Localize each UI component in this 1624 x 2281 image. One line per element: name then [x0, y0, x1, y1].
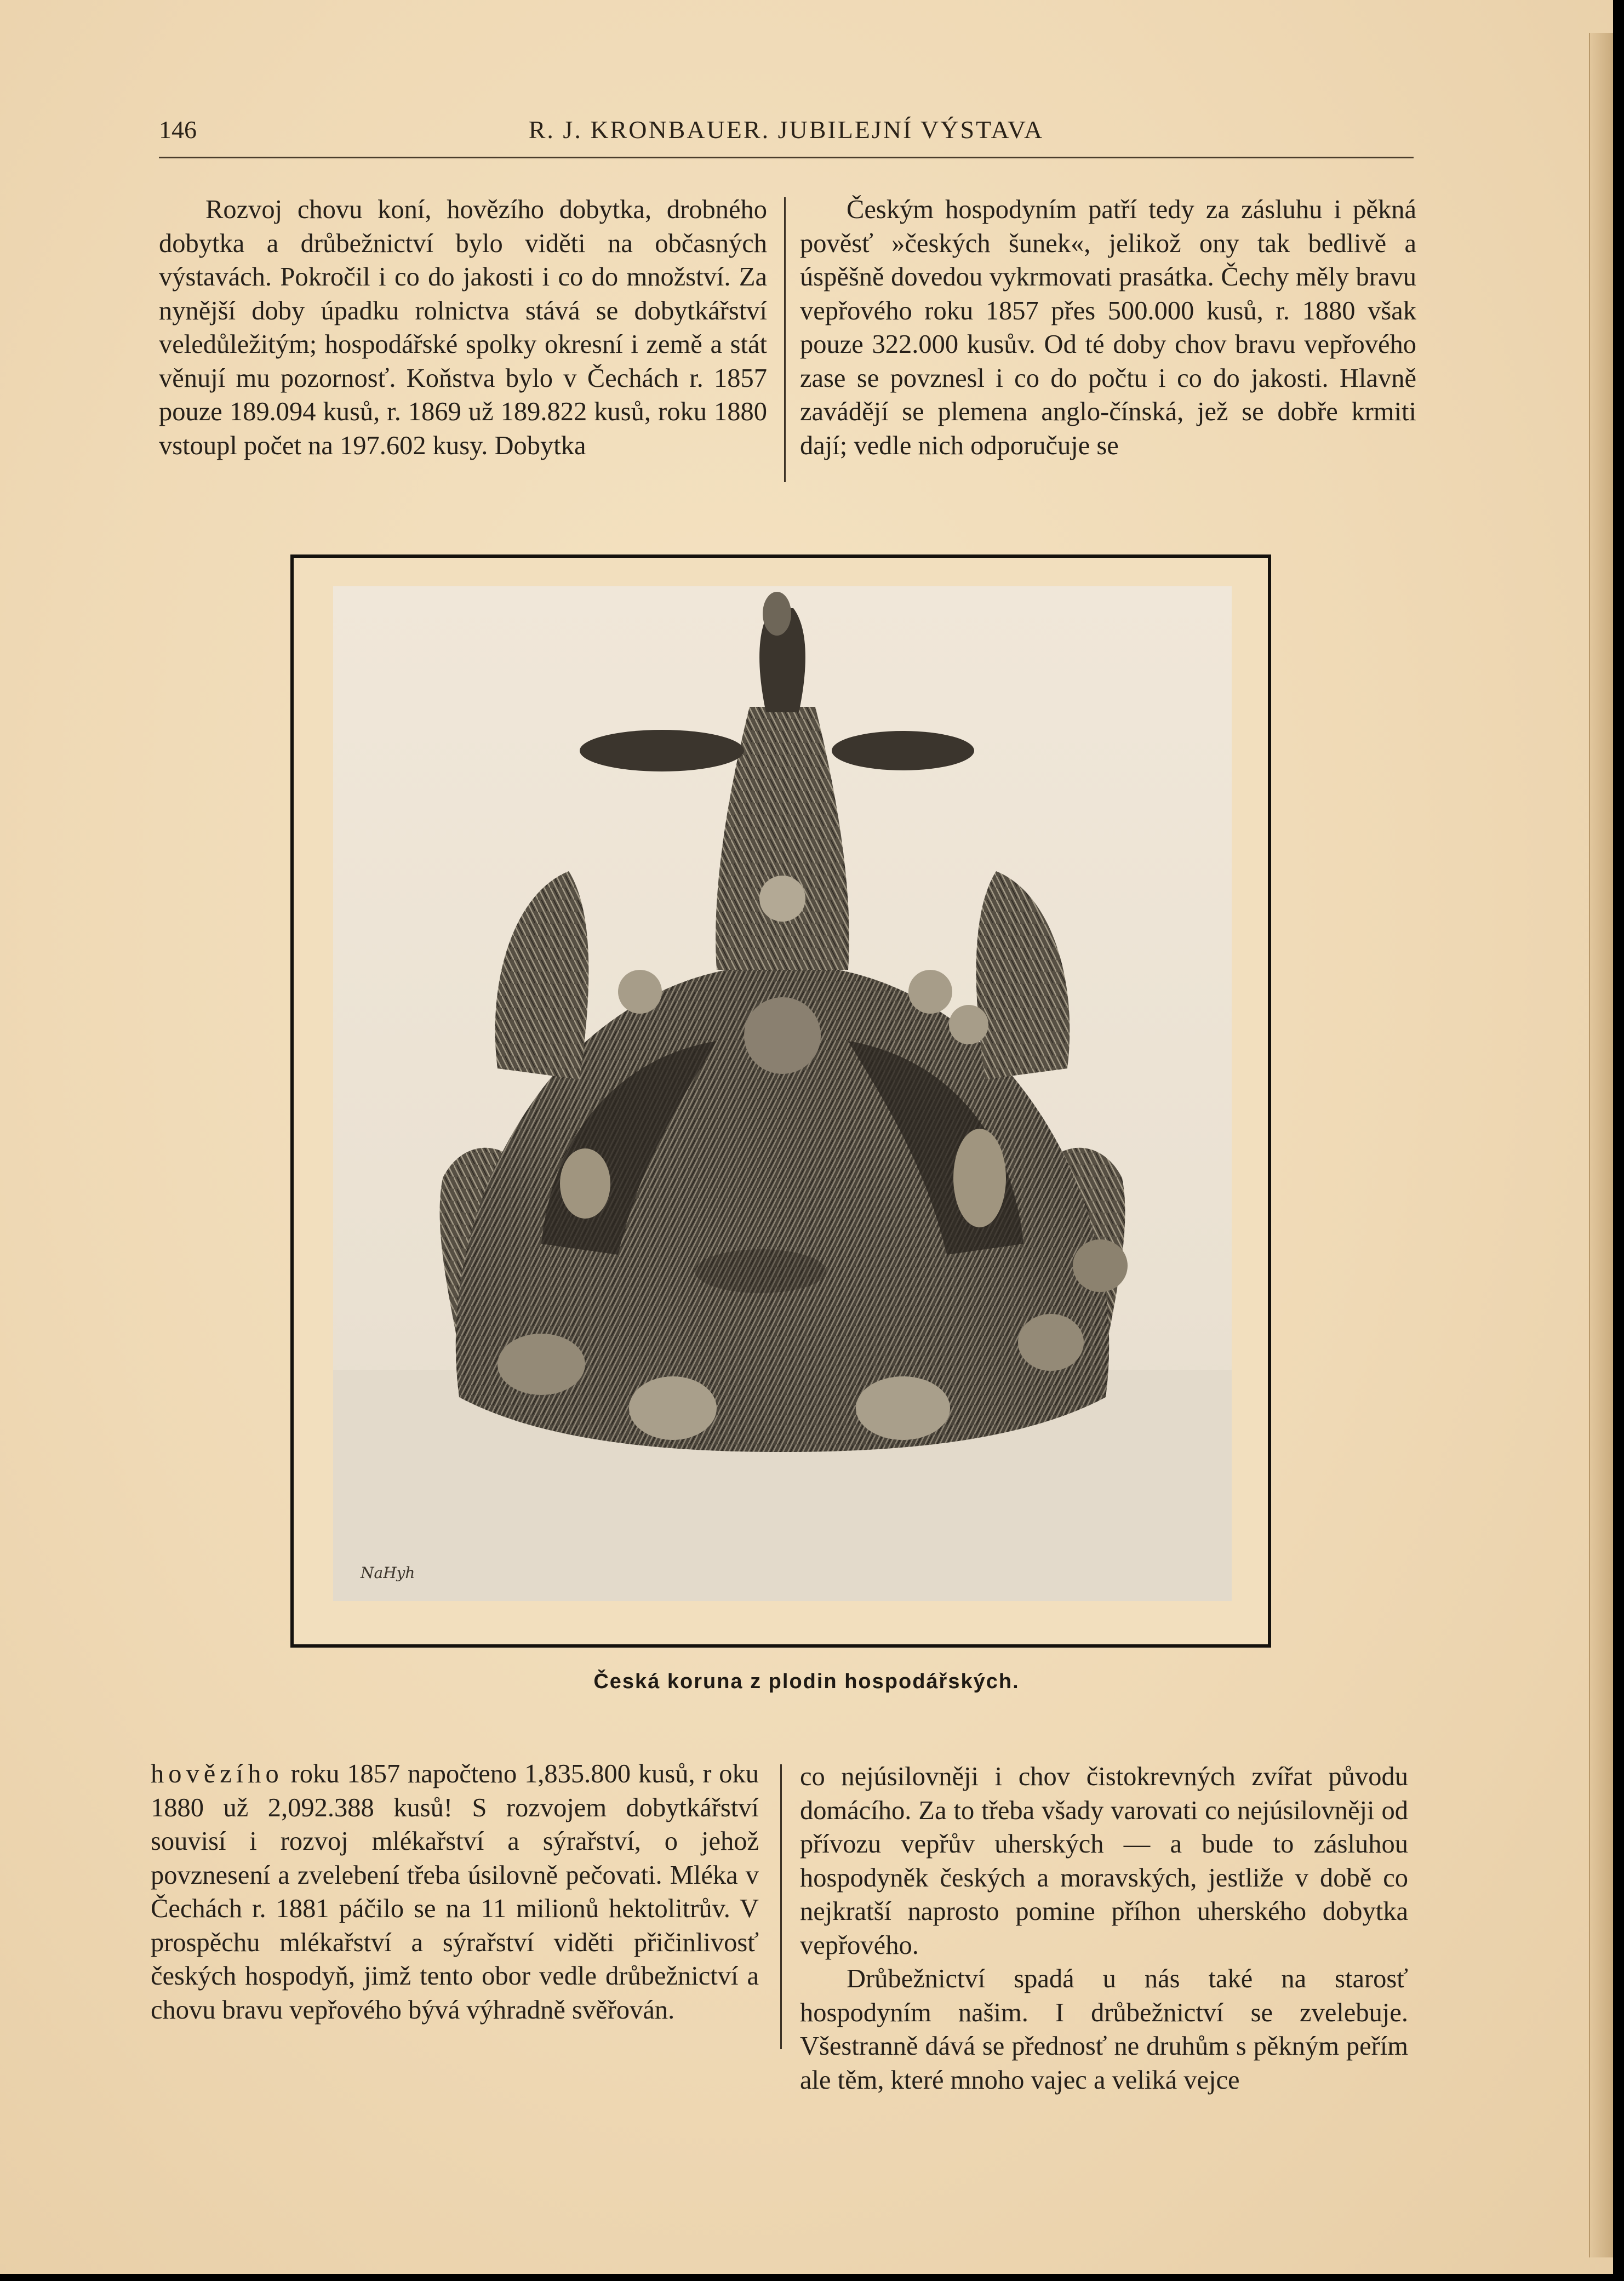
crown-top-fruit	[759, 876, 805, 922]
column-divider	[780, 1764, 782, 2049]
page-number: 146	[159, 116, 197, 144]
cross-right-arm	[832, 731, 974, 770]
crown-photo	[333, 586, 1232, 1601]
left-gourd	[560, 1148, 610, 1219]
column-divider	[784, 197, 786, 482]
cross-left-arm	[580, 730, 744, 771]
fruit	[949, 1005, 988, 1044]
crown-of-crops-illustration	[333, 586, 1232, 1601]
crown-center-fruit	[744, 997, 821, 1074]
paragraph: Drůbežnictví spadá u nás také na starosť hospodyním našim. I drůbežnictví se zvelebuje. Všestranně dává se přednosť ne druhům s pěkným peřím ale těm, které mnoho vajec a veliká vejce	[800, 1964, 1408, 2095]
running-title: R. J. KRONBAUER. JUBILEJNÍ VÝSTAVA	[528, 116, 1044, 144]
page-edge	[1589, 33, 1613, 2257]
paragraph: Rozvoj chovu koní, hovězího dobytka, drobného dobytka a drůbežnictví bylo viděti na občasných výstavách. Pokročil i co do jakosti i co do množství. Za nynější doby úpadku rolnictva stává se dobytkářství veledůležitým; hospodářské spolky okresní i země a stát věnují mu pozornosť. Koňstva bylo v Čechách r. 1857 pouze 189.094 kusů, r. 1869 už 189.822 kusů, roku 1880 vstoupl počet na 197.602 kusy. Dobytka	[159, 195, 767, 460]
header-rule	[159, 157, 1414, 158]
cross-finial	[763, 592, 791, 636]
paragraph	[151, 1757, 759, 2027]
crown-shadow	[695, 1249, 826, 1293]
bottom-left-column	[151, 1757, 759, 2027]
fruit	[618, 970, 662, 1014]
top-left-column	[159, 193, 767, 462]
left-sheaf	[495, 871, 589, 1079]
paragraph: co nejúsilovněji i chov čistokrevných zvířat původu domácího. Za to třeba všady varovati co nejúsilovněji od přívozu vepřův uherských — a bude to zásluhou hospodyněk českých a moravských, jestliže v době co nejkratší naprosto pomine příhon uherského dobytka vepřového.	[800, 1762, 1408, 1960]
right-gourd	[953, 1129, 1006, 1227]
paragraph: Českým hospodyním patří tedy za zásluhu i pěkná pověsť »českých šunek«, jelikož ony tak bedlivě a úspěšně dovedou vykrmovati prasátka. Čechy měly bravu vepřového roku 1857 přes 500.000 kusů, r. 1880 však pouze 322.000 kusův. Od té doby chov bravu vepřového zase se povznesl i co do počtu i co do jakosti. Hlavně zavádějí se plemena anglo-čínská, jež se dobře krmiti dají; vedle nich odporučuje se	[800, 195, 1416, 460]
base-fruit	[856, 1376, 950, 1440]
paragraph-text: roku 1857 napočteno 1,835.800 kusů, r oku 1880 už 2,092.388 kusů! S rozvojem dobytkářství souvisí i rozvoj mlékařství a sýrařství, o jehož povznesení a zvelebení třeba úsilovně pečovati. Mléka v Čechách r. 1881 páčilo se na 11 milionů hektolitrův. V prospěchu mlékařství a sýrařství viděti přičinlivosť českých hospodyň, jimž tento obor vedle drůbežnictví a chovu bravu vepřového bývá výhradně svěřován.	[151, 1759, 759, 2025]
base-fruit	[498, 1334, 585, 1395]
engraver-signature: NaHyh	[361, 1564, 415, 1582]
running-header	[159, 115, 1414, 153]
fruit	[908, 970, 952, 1014]
bottom-right-column	[800, 1760, 1408, 2097]
right-sheaf	[976, 871, 1070, 1079]
base-fruit	[1073, 1239, 1128, 1292]
figure-caption: Česká koruna z plodin hospodářských.	[593, 1670, 1020, 1693]
base-fruit	[629, 1376, 717, 1440]
base-fruit	[1018, 1314, 1084, 1371]
top-right-column	[800, 193, 1416, 462]
lead-word: hovězího	[151, 1759, 283, 1788]
